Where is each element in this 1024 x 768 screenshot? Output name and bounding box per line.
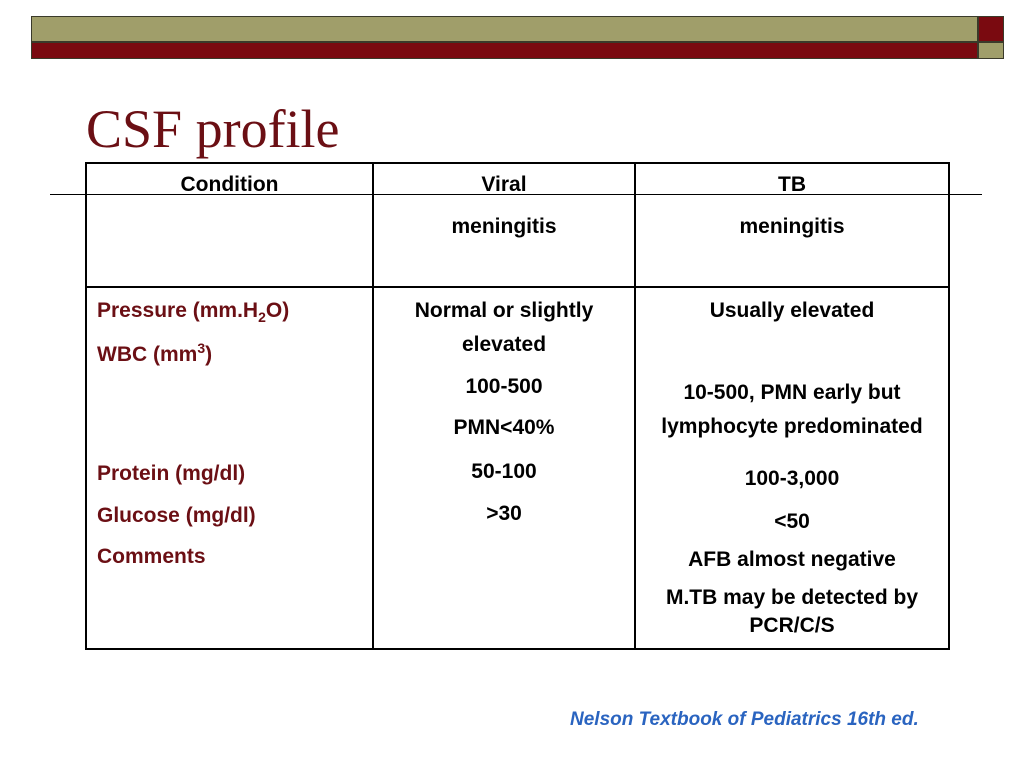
table-body-row [86,287,949,649]
tb-wbc-line1: 10-500, PMN early but [683,381,901,404]
param-protein: Protein (mg/dl) [97,462,246,485]
viral-protein: 50-100 [471,460,537,483]
header-bar-maroon [31,42,978,59]
csf-table [85,162,950,650]
viral-pmn: PMN<40% [453,416,555,439]
tb-protein: 100-3,000 [744,467,840,490]
viral-values-cell [373,287,635,649]
tb-pressure: Usually elevated [709,299,875,322]
header-sublabel [87,204,372,214]
header-label: TB [778,173,806,196]
slide-title: CSF profile [86,99,340,159]
viral-glucose: >30 [486,502,522,525]
header-label: Viral [481,173,527,196]
header-sublabel: meningitis [451,215,557,238]
header-sublabel: meningitis [739,215,845,238]
param-wbc: WBC $(mm^3)$ [97,340,213,366]
tb-comment-line3: PCR/C/S [749,614,835,637]
tb-comment-line1: AFB almost negative [688,548,896,571]
header-viral [373,163,635,287]
tb-wbc-line2: lymphocyte predominated [661,415,923,438]
param-glucose: Glucose (mg/dl) [97,504,256,527]
tb-values-cell [635,287,949,649]
param-comments: Comments [97,545,206,568]
viral-pressure-line2: elevated [461,333,547,356]
viral-pressure-line1: Normal or slightly [414,299,594,322]
parameter-cell [86,287,373,649]
header-condition [86,163,373,287]
tb-comment-line2: M.TB may be detected by [665,586,919,609]
table-header-row [86,163,949,287]
header-bar-olive [31,16,978,42]
header-tb [635,163,949,287]
corner-square-maroon [978,16,1004,42]
citation: Nelson Textbook of Pediatrics 16th ed. [570,709,919,730]
param-pressure: Pressure $(mm.H_2O)$ [97,299,290,326]
header-label: Condition [180,173,279,196]
tb-glucose: <50 [774,510,810,533]
corner-square-olive [978,42,1004,59]
viral-wbc: 100-500 [465,375,543,398]
